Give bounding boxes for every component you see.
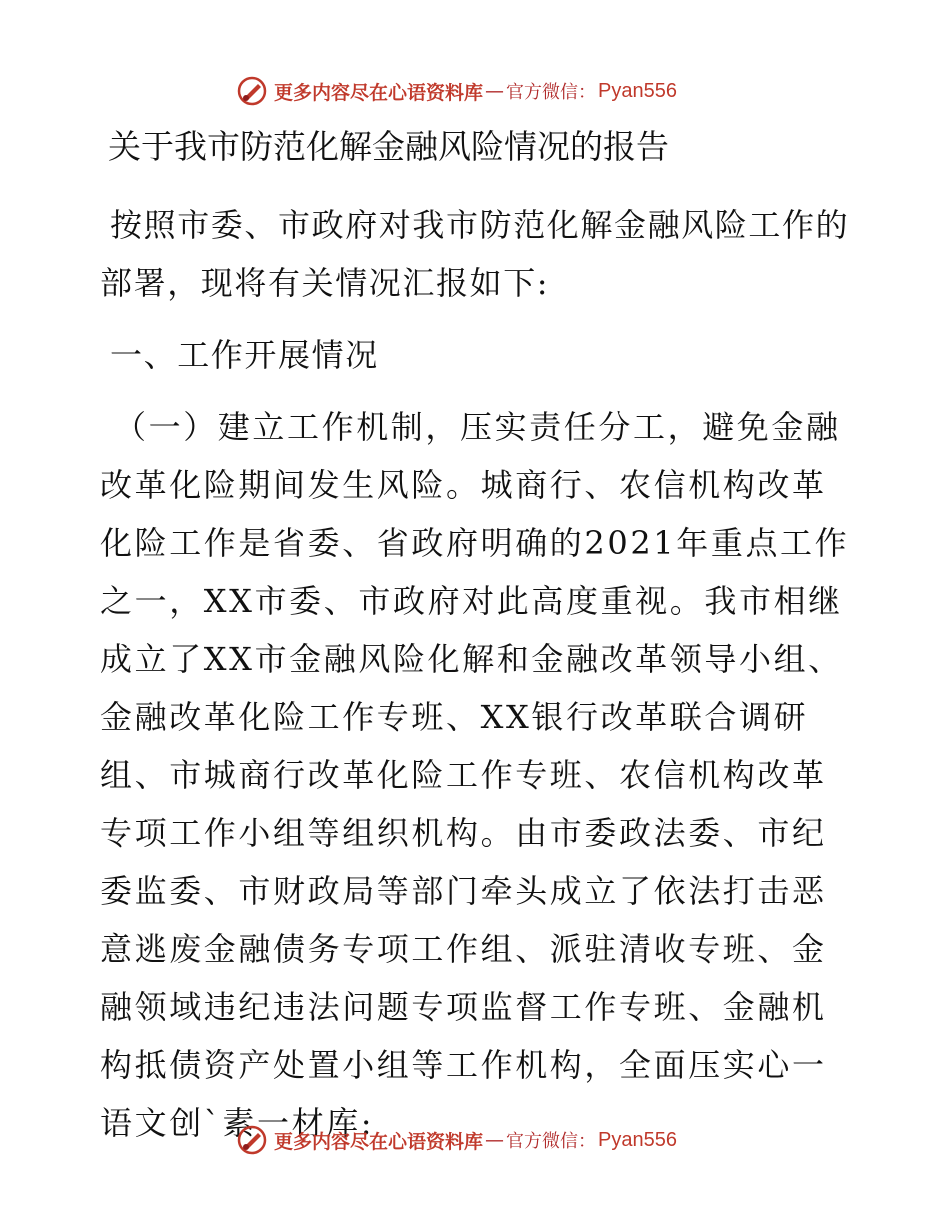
brush-circle-logo-icon (236, 1124, 268, 1156)
watermark-id: Pyan556 (598, 1128, 677, 1151)
document-title: 关于我市防范化解金融风险情况的报告 (108, 127, 669, 166)
brush-circle-logo-icon (236, 75, 268, 107)
watermark-separator: — (485, 1129, 505, 1151)
watermark-main-text: 更多内容尽在心语资料库 (274, 1130, 484, 1153)
intro-paragraph: 按照市委、市政府对我市防范化解金融风险工作的部署，现将有关情况汇报如下: (100, 206, 850, 302)
watermark-id: Pyan556 (598, 79, 677, 102)
watermark-main-text: 更多内容尽在心语资料库 (274, 81, 484, 104)
footer-watermark (236, 1123, 677, 1157)
watermark-separator: — (485, 80, 505, 102)
watermark-sub-text: 官方微信： (506, 82, 597, 103)
header-watermark (236, 74, 677, 108)
watermark-sub-text: 官方微信： (506, 1131, 597, 1152)
subsection-paragraph: （一）建立工作机制，压实责任分工，避免金融改革化险期间发生风险。城商行、农信机构改革化险工作是省委、省政府明确的2021年重点工作之一，XX市委、市政府对此高度重视。我市相继成立了XX市金融风险化解和金融改革领导小组、金融改革化险工作专班、XX银行改革联合调研组、市城商行改革化险工作专班、农信机构改革专项工作小组等组织机构。由市委政法委、市纪委监委、市财政局等部门牵头成立了依法打击恶意逃废金融债务专项工作组、派驻清收专班、金融领域违纪违法问题专项监督工作专班、金融机构抵债资产处置小组等工作机构，全面压实心一语文创`素一材库: (100, 408, 850, 1142)
section-heading: 一、工作开展情况 (110, 336, 379, 374)
